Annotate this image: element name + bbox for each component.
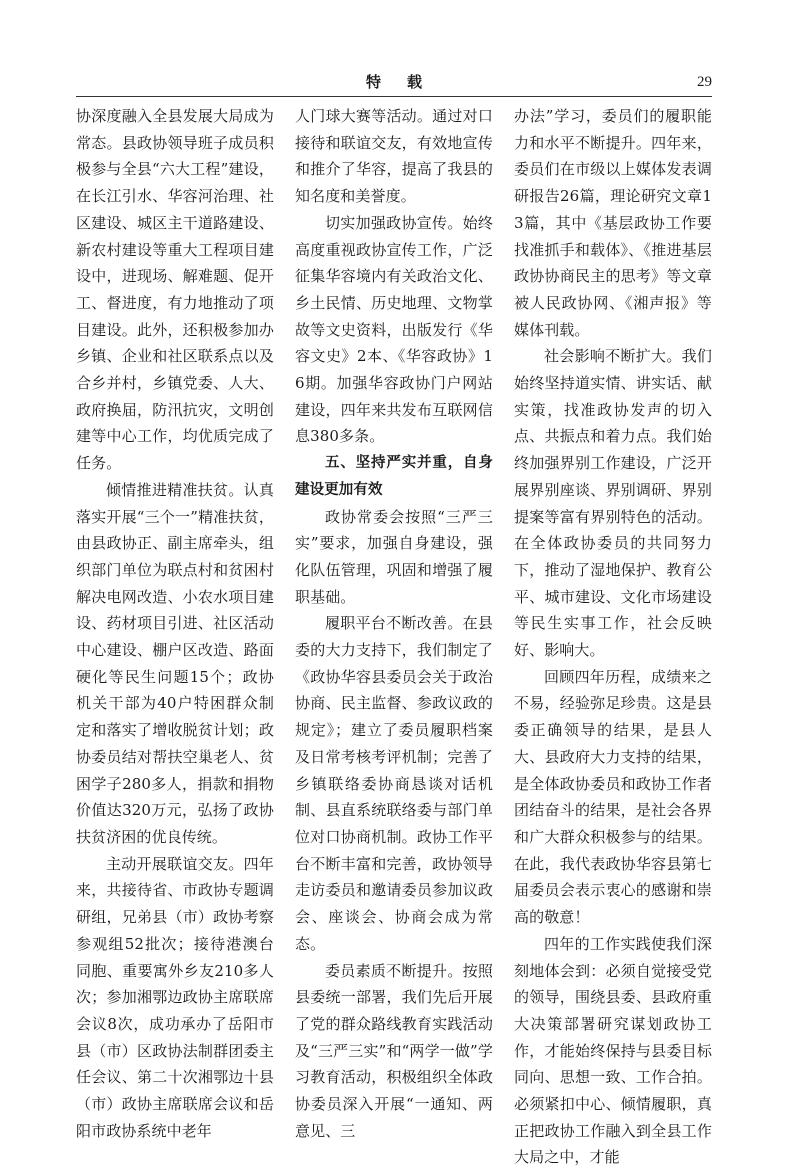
section-title: 特载 [365,73,448,91]
text-column-2 [295,103,493,1140]
paragraph: 履职平台不断改善。在县委的大力支持下，我们制定了《政协华容县委员会关于政治协商、民主监督、参政议政的规定》；建立了委员履职档案及日常考核考评机制；完善了乡镇联络委协商恳谈对话机制、县直系统联络委与部门单位对口协商机制。政协工作平台不断丰富和完善，政协领导走访委员和邀请委员参加议政会、座谈会、协商会成为常态。 [295,614,493,953]
text-column-3 [514,103,712,1167]
paragraph: 委员素质不断提升。按照县委统一部署，我们先后开展了党的群众路线教育实践活动及“三严三实”和“两学一做”学习教育活动，积极组织全体政协委员深入开展“一通知、两意见、三 [295,961,493,1140]
paragraph: 四年的工作实践使我们深刻地体会到：必须自觉接受党的领导，围绕县委、县政府重大决策部署研究谋划政协工作，才能始终保持与县委目标同向、思想一致、工作合拍。必须紧扣中心、倾情履职，真正把政协工作融入到全县工作大局之中，才能 [514,934,712,1167]
paragraph: 回顾四年历程，成绩来之不易，经验弥足珍贵。这是县委正确领导的结果，是县人大、县政府大力支持的结果，是全体政协委员和政协工作者团结奋斗的结果，是社会各界和广大群众积极参与的结果。在此，我代表政协华容县第七届委员会表示衷心的感谢和崇高的敬意！ [514,667,712,927]
section-heading: 五、坚持严实并重，自身建设更加有效 [295,455,493,498]
paragraph: 主动开展联谊交友。四年来，共接待省、市政协专题调研组，兄弟县（市）政协考察参观组52批次；接待港澳台同胞、重要寓外乡友210多人次；参加湘鄂边政协主席联席会议8次，成功承办了岳阳市县（市）区政协法制群团委主任会议、第二十次湘鄂边十县（市）政协主席联席会议和岳阳市政协系统中老年 [76,854,274,1140]
paragraph: 倾情推进精准扶贫。认真落实开展“三个一”精准扶贫，由县政协正、副主席牵头，组织部门单位为联点村和贫困村解决电网改造、小农水项目建设、药材项目引进、社区活动中心建设、棚户区改造、路面硬化等民生问题15个；政协机关干部为40户特困群众制定和落实了增收脱贫计划；政协委员结对帮扶空巢老人、贫困学子280多人，捐款和捐物价值达320万元，弘扬了政协扶贫济困的优良传统。 [76,480,274,846]
running-header [76,72,712,94]
header-rule [76,96,712,97]
paragraph: 办法”学习，委员们的履职能力和水平不断提升。四年来，委员们在市级以上媒体发表调研报告26篇，理论研究文章13篇，其中《基层政协工作要找准抓手和载体》、《推进基层政协协商民主的思考》等文章被人民政协网、《湘声报》等媒体刊载。 [514,107,712,339]
paragraph: 协深度融入全县发展大局成为常态。县政协领导班子成员积极参与全县“六大工程”建设，在长江引水、华容河治理、社区建设、城区主干道路建设、新农村建设等重大工程项目建设中，进现场、解难题、促开工、督进度，有力地推动了项目建设。此外，还积极参加办乡镇、企业和社区联系点以及合乡并村，乡镇党委、人大、政府换届，防汛抗灾，文明创建等中心工作，均优质完成了任务。 [76,107,274,473]
paragraph: 社会影响不断扩大。我们始终坚持道实情、讲实话、献实策，找准政协发声的切入点、共振点和着力点。我们始终加强界别工作建设，广泛开展界别座谈、界别调研、界别提案等富有界别特色的活动。在全体政协委员的共同努力下，推动了湿地保护、教育公平、城市建设、文化市场建设等民生实事工作，社会反映好、影响大。 [514,347,712,660]
page-number: 29 [697,74,712,90]
paragraph: 政协常委会按照“三严三实”要求，加强自身建设，强化队伍管理，巩固和增强了履职基础。 [295,507,493,606]
paragraph: 切实加强政协宣传。始终高度重视政协宣传工作，广泛征集华容境内有关政治文化、乡土民情、历史地理、文物掌故等文史资料，出版发行《华容文史》2本、《华容政协》16期。加强华容政协门户网站建设，四年来共发布互联网信息380多条。 [295,213,493,446]
paragraph: 人门球大赛等活动。通过对口接待和联谊交友，有效地宣传和推介了华容，提高了我县的知名度和美誉度。 [295,107,493,206]
text-column-1 [76,103,274,1140]
